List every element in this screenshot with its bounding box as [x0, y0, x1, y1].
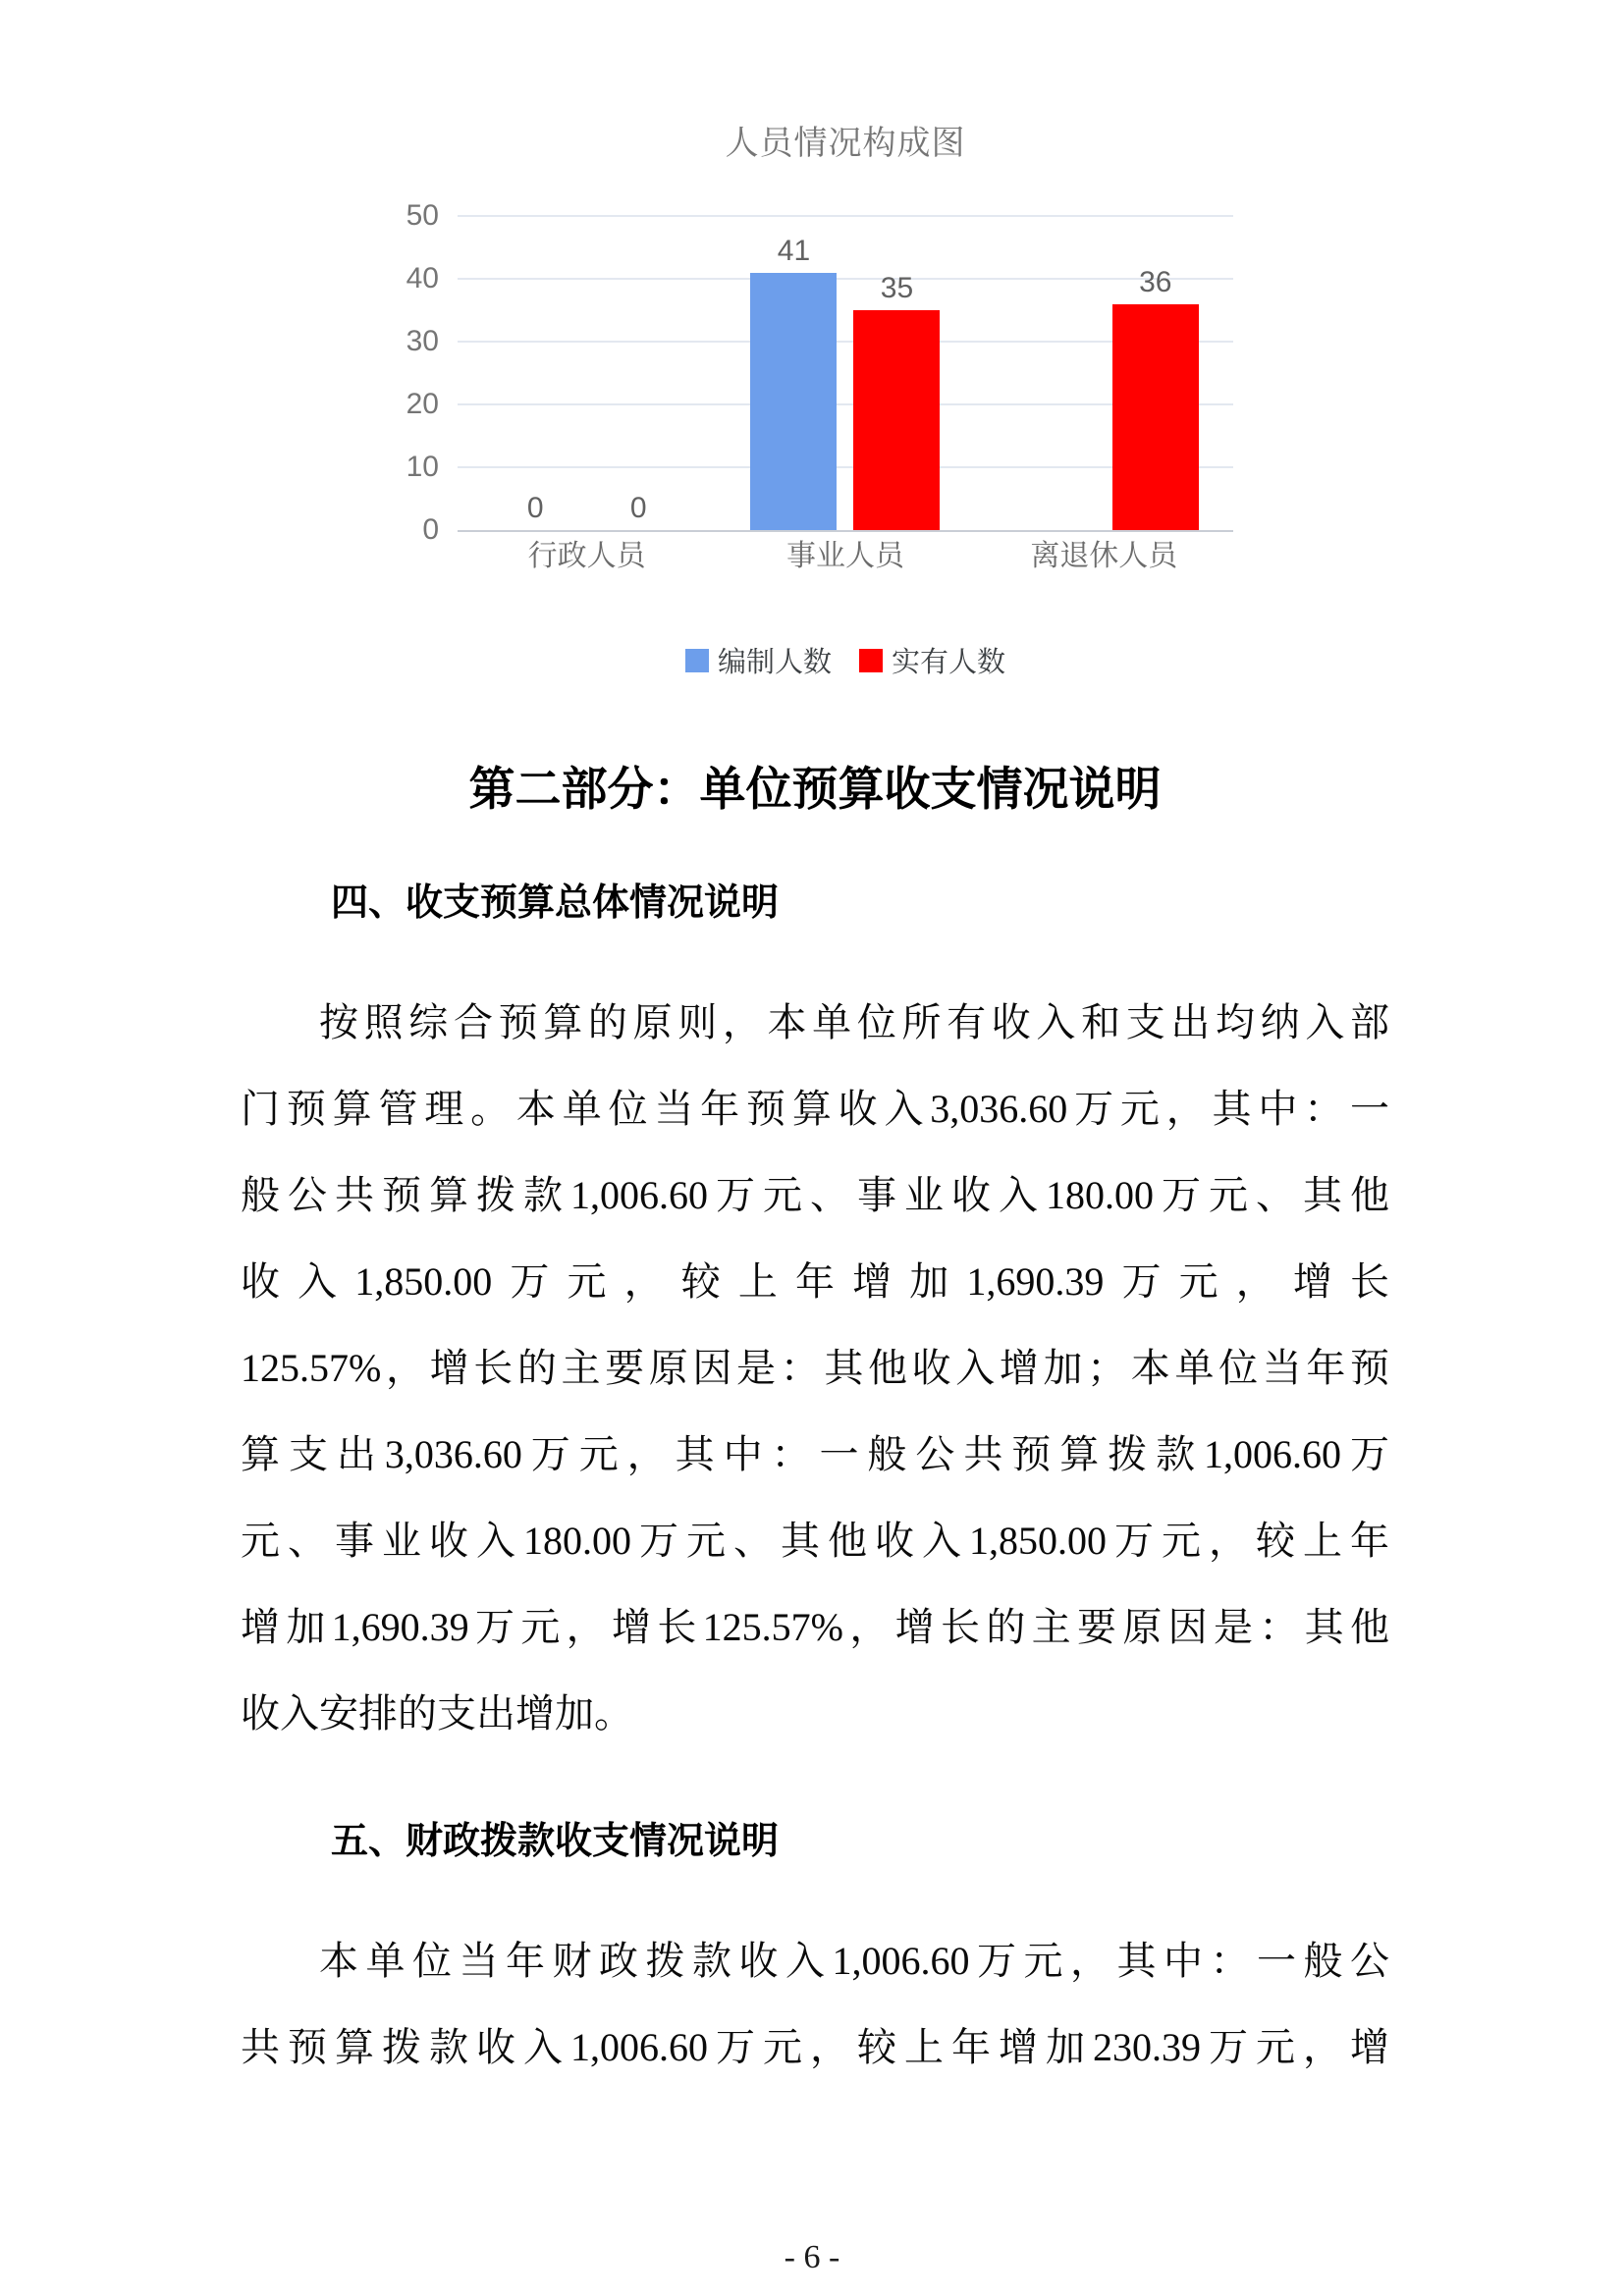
authorized-staff-bar-slot	[492, 492, 578, 530]
actual-staff-bar-slot	[595, 492, 681, 530]
bar-group	[716, 216, 974, 530]
bar-value-label: 41	[777, 234, 811, 267]
y-axis-tick-label: 40	[406, 262, 439, 294]
chart-title: 人员情况构成图	[725, 125, 966, 162]
actual-staff-bar-slot	[853, 272, 940, 530]
y-axis-tick-label: 30	[406, 325, 439, 357]
paragraph-budget-overview	[241, 980, 1389, 1757]
actual-legend-swatch	[859, 649, 883, 672]
bar-value-label: 0	[526, 492, 544, 524]
bar-group	[975, 216, 1233, 530]
bar-value-label: 36	[1139, 265, 1172, 298]
legend-label: 实有人数	[892, 647, 1006, 678]
authorized-staff-bar-slot	[750, 235, 837, 530]
x-axis-category-label: 事业人员	[785, 540, 904, 572]
part-heading: 第二部分：单位预算收支情况说明	[468, 763, 1162, 815]
text-line: 共预算拨款收入1,006.60万元，较上年增加230.39万元，增	[241, 2025, 1389, 2069]
paragraph-fiscal-appropriation	[241, 1918, 1389, 2091]
text-line: 般公共预算拨款1,006.60万元、事业收入180.00万元、其他	[241, 1173, 1389, 1217]
document-body	[0, 760, 1624, 2091]
actual-staff-bar	[853, 310, 940, 530]
text-line: 算支出3,036.60万元，其中：一般公共预算拨款1,006.60万	[241, 1432, 1389, 1476]
actual-staff-bar-slot	[1112, 266, 1199, 530]
text-line: 125.57%，增长的主要原因是：其他收入增加；本单位当年预	[241, 1346, 1389, 1390]
y-axis-tick-label: 50	[406, 199, 439, 232]
personnel-chart	[0, 0, 1624, 687]
text-line: 按照综合预算的原则，本单位所有收入和支出均纳入部	[319, 1000, 1389, 1044]
legend-item-actual	[859, 640, 1005, 680]
page-number: - 6 -	[784, 2239, 840, 2275]
chart-legend	[458, 640, 1233, 680]
bar-group	[458, 216, 716, 530]
text-line: 门预算管理。本单位当年预算收入3,036.60万元，其中：一	[241, 1087, 1389, 1131]
bar-value-label: 0	[629, 492, 647, 524]
text-line: 元、事业收入180.00万元、其他收入1,850.00万元，较上年	[241, 1519, 1389, 1563]
text-line: 收入安排的支出增加。	[241, 1691, 633, 1735]
section-heading-4: 四、收支预算总体情况说明	[331, 882, 780, 924]
y-axis-tick-label: 20	[406, 388, 439, 420]
y-axis-tick-label: 10	[406, 451, 439, 483]
authorized-staff-bar	[750, 273, 837, 530]
text-line: 增加1,690.39万元，增长125.57%，增长的主要原因是：其他	[241, 1605, 1389, 1649]
legend-label: 编制人数	[717, 647, 832, 678]
section-heading-5: 五、财政拨款收支情况说明	[331, 1821, 780, 1862]
authorized-legend-swatch	[685, 649, 709, 672]
x-axis-category-label: 行政人员	[527, 540, 646, 572]
legend-item-authorized	[685, 640, 832, 680]
actual-staff-bar	[1112, 304, 1199, 530]
x-axis-category-label: 离退休人员	[1030, 540, 1178, 572]
text-line: 本单位当年财政拨款收入1,006.60万元，其中：一般公	[319, 1939, 1389, 1983]
bar-value-label: 35	[880, 272, 914, 304]
y-axis-tick-label: 0	[422, 513, 439, 546]
bar-groups	[458, 216, 1233, 530]
text-line: 收入1,850.00万元，较上年增加1,690.39万元，增长	[241, 1259, 1389, 1304]
